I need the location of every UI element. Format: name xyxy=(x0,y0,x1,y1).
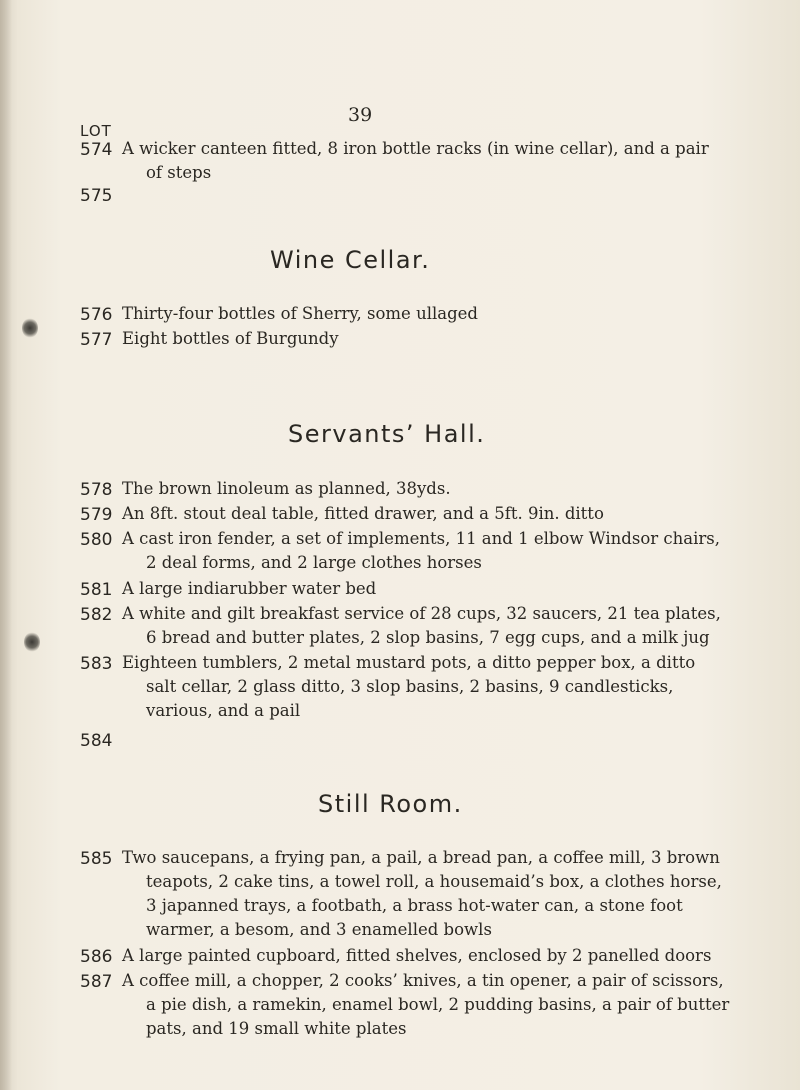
lot-description xyxy=(122,302,772,326)
page-edge-shadow xyxy=(0,0,12,1090)
page-number: 39 xyxy=(348,104,373,126)
lot-number: 579 xyxy=(80,505,113,525)
lot-line: various, and a pail xyxy=(146,701,301,720)
lot-number: 575 xyxy=(80,186,113,206)
lot-number: 574 xyxy=(80,140,113,160)
lot-number: 577 xyxy=(80,330,113,350)
lot-description xyxy=(122,137,772,185)
lot-description xyxy=(122,477,772,501)
lot-number: 578 xyxy=(80,480,113,500)
lot-description xyxy=(122,502,772,526)
lot-line: 6 bread and butter plates, 2 slop basins, 7 egg cups, and a milk jug xyxy=(146,628,710,647)
lot-number: 584 xyxy=(80,731,113,751)
lot-line: A white and gilt breakfast service of 28 cups, 32 saucers, 21 tea plates, xyxy=(122,604,721,623)
lot-line: teapots, 2 cake tins, a towel roll, a housemaid’s box, a clothes horse, xyxy=(146,872,722,891)
lot-line: A wicker canteen fitted, 8 iron bottle racks (in wine cellar), and a pair xyxy=(122,139,709,158)
lot-number: 586 xyxy=(80,947,113,967)
lot-line: A cast iron fender, a set of implements, 11 and 1 elbow Windsor chairs, xyxy=(122,529,720,548)
section-heading-servants-hall: Servants’ Hall. xyxy=(288,420,486,448)
lot-line: A coffee mill, a chopper, 2 cooks’ knives, a tin opener, a pair of scissors, xyxy=(122,971,724,990)
lot-description xyxy=(122,527,772,575)
lot-description xyxy=(122,327,772,351)
lot-number: 581 xyxy=(80,580,113,600)
lot-description xyxy=(122,602,772,650)
lot-column-header: LOT xyxy=(80,122,112,140)
lot-line: of steps xyxy=(146,163,212,182)
lot-description xyxy=(122,651,772,723)
lot-line: 3 japanned trays, a footbath, a brass hot-water can, a stone foot xyxy=(146,896,683,915)
lot-line: Thirty-four bottles of Sherry, some ullaged xyxy=(122,304,478,323)
lot-number: 583 xyxy=(80,654,113,674)
lot-number: 585 xyxy=(80,849,113,869)
lot-number: 576 xyxy=(80,305,113,325)
lot-line: 2 deal forms, and 2 large clothes horses xyxy=(146,553,482,572)
lot-number: 582 xyxy=(80,605,113,625)
lot-description xyxy=(122,577,772,601)
lot-line: Two saucepans, a frying pan, a pail, a bread pan, a coffee mill, 3 brown xyxy=(122,848,720,867)
lot-line: warmer, a besom, and 3 enamelled bowls xyxy=(146,920,492,939)
punch-hole-mark xyxy=(24,632,40,652)
lot-line: a pie dish, a ramekin, enamel bowl, 2 pudding basins, a pair of butter xyxy=(146,995,730,1014)
lot-line: Eight bottles of Burgundy xyxy=(122,329,339,348)
punch-hole-mark xyxy=(22,318,38,338)
lot-line: The brown linoleum as planned, 38yds. xyxy=(122,479,451,498)
lot-line: An 8ft. stout deal table, fitted drawer, and a 5ft. 9in. ditto xyxy=(122,504,604,523)
lot-description xyxy=(122,944,772,968)
lot-line: pats, and 19 small white plates xyxy=(146,1019,407,1038)
lot-line: salt cellar, 2 glass ditto, 3 slop basins, 2 basins, 9 candlesticks, xyxy=(146,677,674,696)
lot-description xyxy=(122,969,772,1041)
lot-description xyxy=(122,846,772,942)
section-heading-wine-cellar: Wine Cellar. xyxy=(270,246,431,274)
lot-line: A large indiarubber water bed xyxy=(122,579,377,598)
lot-line: A large painted cupboard, fitted shelves, enclosed by 2 panelled doors xyxy=(122,946,712,965)
lot-number: 587 xyxy=(80,972,113,992)
lot-number: 580 xyxy=(80,530,113,550)
lot-line: Eighteen tumblers, 2 metal mustard pots, a ditto pepper box, a ditto xyxy=(122,653,696,672)
section-heading-still-room: Still Room. xyxy=(318,790,463,818)
